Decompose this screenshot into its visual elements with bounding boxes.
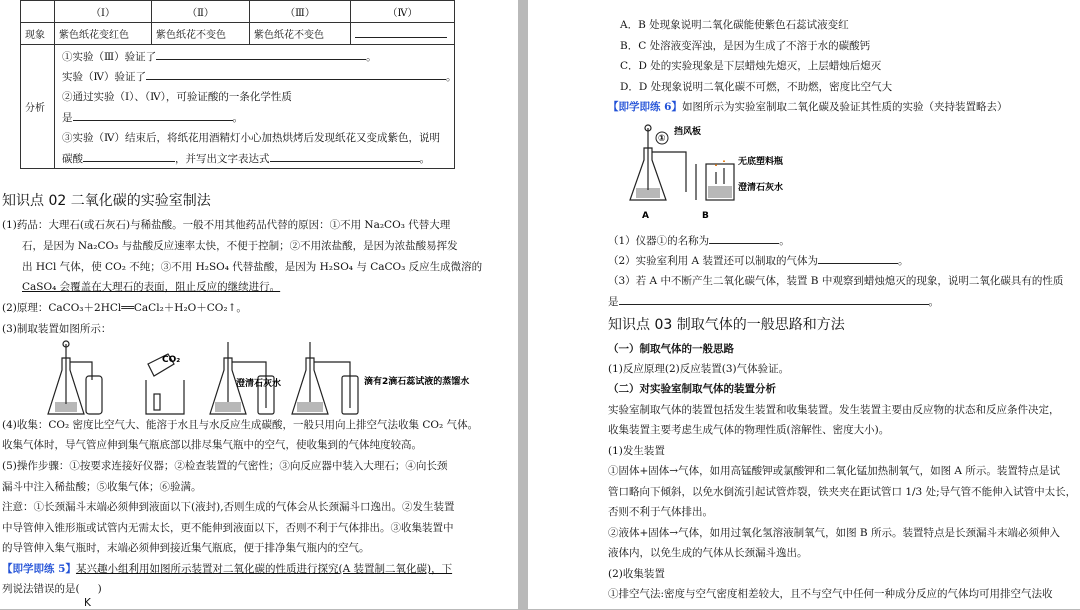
analysis-line: 实验（Ⅳ）验证了 。 [62, 71, 457, 83]
table-header: （Ⅰ） [55, 1, 152, 23]
text-line: 注意：①长颈漏斗末端必须伸到液面以下(液封),否则生成的气体会从长颈漏斗口逸出。②发生装置 [2, 501, 455, 513]
limewater-label-2: 澄清石灰水 [738, 183, 784, 193]
table-cell: 紫色纸花不变色 [250, 23, 351, 45]
label-a: A [642, 211, 649, 221]
exercise-tag: 【即学即练 6】 [608, 101, 682, 113]
text-line: (2)收集装置 [608, 568, 665, 580]
option-d: D．D 处现象说明二氧化碳不可燃，不助燃，密度比空气大 [620, 81, 893, 93]
text-line: (5)操作步骤：①按要求连接好仪器；②检查装置的气密性；③向反应器中装入大理石；④向长颈 [2, 460, 448, 472]
text-line: 收集装置主要考虑生成气体的物理性质(溶解性、密度大小)。 [608, 424, 890, 436]
text-line: (4)收集：CO₂ 密度比空气大、能溶于水且与水反应生成碳酸，一般只用向上排空气法收集 CO₂ 气体。 [2, 419, 479, 431]
text-line: 液体内，以免生成的气体从长颈漏斗逸出。 [608, 547, 808, 559]
analysis-line: 碳酸 ，并写出文字表达式 。 [62, 153, 430, 165]
limewater-label: 澄清石灰水 [236, 379, 282, 389]
text-line: ①排空气法:密度与空气密度相差较大，且不与空气中任何一种成分反应的气体均可用排空气法收 [608, 588, 1053, 600]
text-line: (1)药品：大理石(或石灰石)与稀盐酸。一般不用其他药品代替的原因：①不用 Na₂CO₃ 代替大理 [2, 219, 451, 231]
text-line: (1)反应原理(2)反应装置(3)气体验证。 [608, 363, 790, 375]
analysis-line: 是 。 [62, 112, 243, 124]
option-c: C．D 处的实验现象是下层蜡烛先熄灭，上层蜡烛后熄灭 [620, 60, 882, 72]
text-line: CaSO₄ 会覆盖在大理石的表面，阻止反应的继续进行。 [22, 281, 281, 293]
label-b: B [702, 211, 709, 221]
question-3: （3）若 A 中不断产生二氧化碳气体，装置 B 中观察到蜡烛熄灭的现象，说明二氧化碳具有的性质 [608, 275, 1064, 287]
analysis-line: ①实验（Ⅲ）验证了 。 [62, 51, 377, 63]
text-line: 石，是因为 Na₂CO₃ 与盐酸反应速率太快，不便于控制；②不用浓盐酸，是因为浓盐酸易挥发 [22, 240, 458, 252]
table-cell: 紫色纸花不变色 [152, 23, 250, 45]
exercise-5: 【即学即练 5】某兴趣小组利用如图所示装置对二氧化碳的性质进行探究(A 装置制二氧化碳)，下 [2, 563, 453, 575]
apparatus-figure [38, 336, 470, 418]
text-line: (2)原理：CaCO₃＋2HCl══CaCl₂＋H₂O＋CO₂↑。 [2, 302, 247, 314]
text-line: 管口略向下倾斜，以免水倒流引起试管炸裂，铁夹夹在距试管口 1/3 处;导气管不能伸入试管中太长， [608, 486, 1077, 498]
text-line: 收集气体时，导气管应伸到集气瓶底部以排尽集气瓶中的空气，使收集到的气体纯度较高。 [2, 439, 422, 451]
text-line: (3)制取装置如图所示： [2, 323, 112, 335]
text-line: 中导管伸入锥形瓶或试管内无需太长，更不能伸到液面以下，否则不利于气体排出。③收集装置中 [2, 522, 454, 534]
windshield-label: 挡风板 [674, 127, 702, 137]
left-page [0, 0, 518, 609]
table-header-row [21, 1, 455, 23]
exercise-5-line2: 列说法错误的是( ) [2, 583, 102, 595]
text-line: 漏斗中注入稀盐酸；⑤收集气体；⑥验满。 [2, 481, 202, 493]
analysis-line: ③实验（Ⅳ）结束后，将纸花用酒精灯小心加热烘烤后发现纸花又变成紫色，说明 [62, 132, 440, 144]
exercise-tag: 【即学即练 5】 [2, 563, 76, 575]
question-2: （2）实验室利用 A 装置还可以制取的气体为 。 [608, 255, 909, 267]
text-line: 出 HCl 气体，使 CO₂ 不纯；③不用 H₂SO₄ 代替盐酸，是因为 H₂SO₄ 与 CaCO₃ 反应生成微溶的 [22, 261, 483, 273]
gas-bottle [86, 376, 102, 414]
subheading-1: （一）制取气体的一般思路 [608, 343, 734, 355]
table-row [21, 23, 455, 45]
question-3-line2: 是 。 [608, 296, 939, 308]
row-label-analysis: 分析 [21, 45, 55, 169]
table-cell: 紫色纸花变红色 [55, 23, 152, 45]
exercise-6: 【即学即练 6】如图所示为实验室制取二氧化碳及验证其性质的实验（夹持装置略去） [608, 101, 1008, 113]
text-line: ①固体+固体→气体，如用高锰酸钾或氯酸钾和二氧化锰加热制氧气，如图 A 所示。装置特点是试 [608, 465, 1060, 477]
circle-label: ① [658, 134, 666, 144]
co2-label: CO₂ [162, 355, 181, 365]
apparatus-figure-2 [624, 124, 794, 224]
section-title-2: 知识点 03 制取气体的一般思路和方法 [608, 317, 845, 333]
table-header: （Ⅱ） [152, 1, 250, 23]
text-line: 否则不利于气体排出。 [608, 506, 713, 518]
option-b: B．C 处溶液变浑浊，是因为生成了不溶于水的碳酸钙 [620, 40, 871, 52]
question-1: （1）仪器①的名称为 。 [608, 235, 790, 247]
table-header: （Ⅳ） [351, 1, 455, 23]
right-page [528, 0, 1080, 609]
figure-k-label: K [84, 597, 91, 609]
table-cell-blank [351, 23, 455, 45]
analysis-line: ②通过实验（Ⅰ）、（Ⅳ），可验证酸的一条化学性质 [62, 91, 292, 103]
bottle-label: 无底塑料瓶 [738, 157, 784, 167]
option-a: A．B 处现象说明二氧化碳能使紫色石蕊试液变红 [620, 19, 849, 31]
text-line: 的导管伸入集气瓶时，末端必须伸到接近集气瓶底，便于排净集气瓶内的空气。 [2, 542, 370, 554]
section-title: 知识点 02 二氧化碳的实验室制法 [2, 193, 211, 209]
text-line: ②液体+固体→气体，如用过氧化氢溶液制氧气，如图 B 所示。装置特点是长颈漏斗末端必须伸入 [608, 527, 1060, 539]
row-label-phenomenon: 现象 [21, 23, 55, 45]
text-line: (1)发生装置 [608, 445, 665, 457]
litmus-label: 滴有2滴石蕊试液的蒸馏水 [364, 377, 470, 387]
subheading-2: （二）对实验室制取气体的装置分析 [608, 383, 776, 395]
table-header: （Ⅲ） [250, 1, 351, 23]
text-line: 实验室制取气体的装置包括发生装置和收集装置。发生装置主要由反应物的状态和反应条件决定， [608, 404, 1060, 416]
